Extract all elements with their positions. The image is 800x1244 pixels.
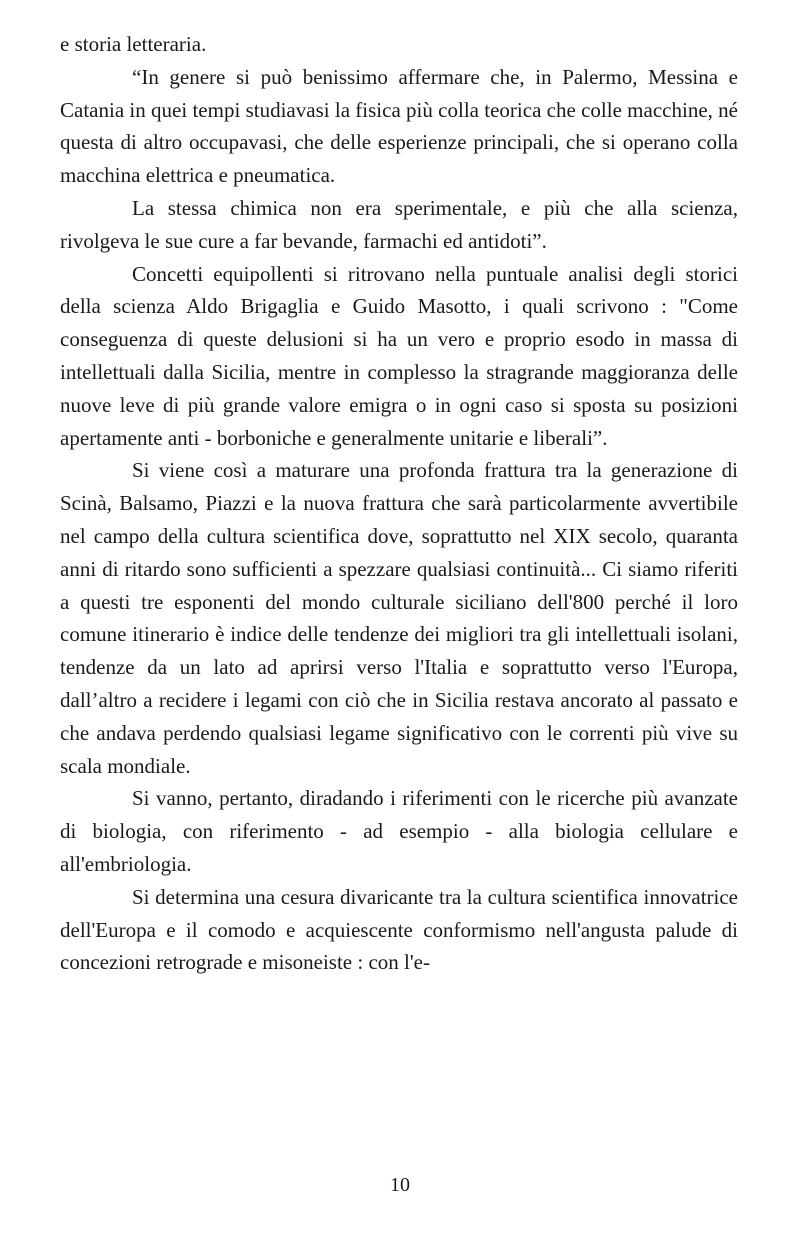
paragraph-cesura: Si determina una cesura divaricante tra la cultura scientifica innovatrice dell'Europa e il comodo e acquiescente conformismo nell'angusta palude di concezioni retrograde e misoneiste : con l'e- [60, 884, 738, 975]
paragraph-fracture: Si viene così a maturare una profonda frattura tra la generazione di Scinà, Balsamo, Piazzi e la nuova frattura che sarà particolarmente avvertibile nel campo della cultura scientifica dove, soprattutto nel XIX secolo, quaranta anni di ritardo sono sufficienti a spezzare qualsiasi continuità... Ci siamo riferiti a questi tre esponenti del mondo culturale siciliano dell'800 perché il loro comune itinerario è indice delle tendenze dei migliori tra gli intellettuali isolani, tendenze da un lato ad aprirsi verso l'Italia e soprattutto verso l'Europa, dall’altro a recidere i legami con ciò che in Sicilia restava ancorato al passato e che andava perdendo qualsiasi legame significativo con le correnti più vive su scala mondiale. [60, 458, 738, 778]
paragraph-biology: Si vanno, pertanto, diradando i riferimenti con le ricerche più avanzate di biologia, con riferimento - ad esempio - alla biologia cellulare e all'embriologia. [60, 786, 738, 876]
page-body [60, 28, 738, 979]
paragraph-quote-physics: “In genere si può benissimo affermare che, in Palermo, Messina e Catania in quei tempi studiavasi la fisica più colla teorica che colle macchine, né questa di altro occupavasi, che delle esperienze principali, che si operano colla macchina elettrica e pneumatica. [60, 64, 738, 188]
page-number: 10 [390, 1174, 410, 1196]
paragraph-continuation: e storia letteraria. [60, 32, 207, 56]
paragraph-historians: Concetti equipollenti si ritrovano nella puntuale analisi degli storici della scienza Aldo Brigaglia e Guido Masotto, i quali scrivono : "Come conseguenza di queste delusioni si ha un vero e proprio esodo in massa di intellettuali dalla Sicilia, mentre in complesso la stragrande maggioranza delle nuove leve di più grande valore emigra o in ogni caso si sposta su posizioni apertamente anti - borboniche e generalmente unitarie e liberali”. [60, 261, 738, 450]
paragraph-quote-chemistry: La stessa chimica non era sperimentale, e più che alla scienza, rivolgeva le sue cure a far bevande, farmachi ed antidoti”. [60, 195, 738, 253]
